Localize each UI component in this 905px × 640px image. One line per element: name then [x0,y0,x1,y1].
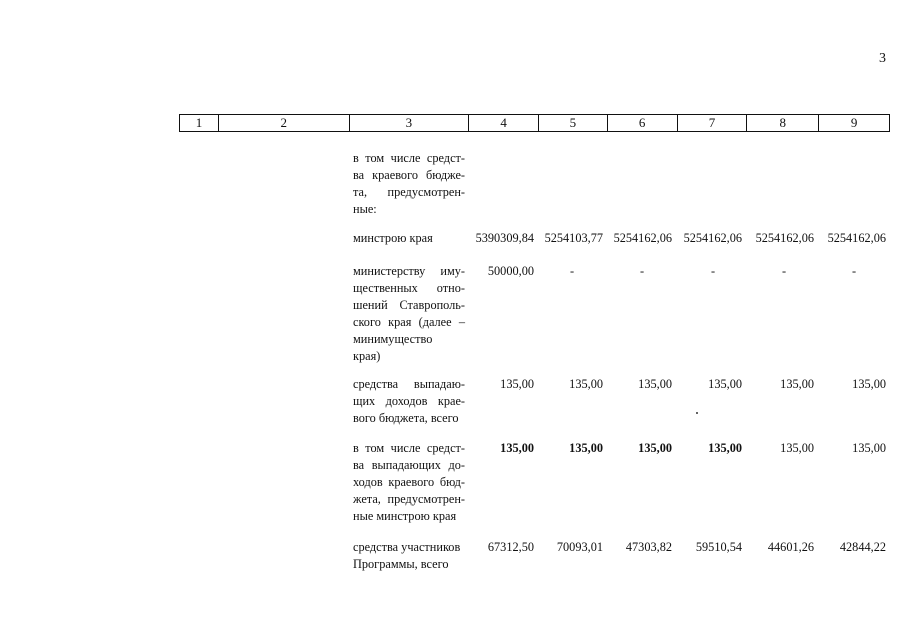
row-description-line: минимущество [353,332,433,346]
table-cell: 5254162,06 [755,231,814,245]
table-cell: 50000,00 [487,264,534,278]
row-description-line: ва краевого бюдже- [353,168,465,182]
page-number: 3 [879,51,886,66]
table-cell: 135,00 [780,377,814,391]
table-cell: 135,00 [708,377,742,391]
row-description-line: Программы, всего [353,557,449,571]
table-cell: - [711,264,716,278]
table-cell: 135,00 [638,377,672,391]
row-description-line: жета, предусмотрен- [353,492,465,506]
row-description-line: вого бюджета, всего [353,411,459,425]
header-col-6: 6 [608,115,678,131]
table-cell: 42844,22 [839,540,886,554]
stray-dot [696,412,698,414]
row-description-line: в том числе средст- [353,441,465,455]
table-cell: 135,00 [780,441,814,455]
table-cell: - [570,264,575,278]
header-col-4: 4 [469,115,539,131]
table-cell: 44601,26 [767,540,814,554]
table-cell: - [640,264,645,278]
table-cell: 67312,50 [487,540,534,554]
row-description-line: средства участников [353,540,461,554]
table-cell: 5254162,06 [613,231,672,245]
table-cell: 47303,82 [625,540,672,554]
header-col-9: 9 [850,115,858,130]
table-header-row [179,114,890,132]
table-cell: 135,00 [638,441,672,455]
row-description-line: средства выпадаю- [353,377,465,391]
row-description-line: министерству иму- [353,264,465,278]
row-description-line: края) [353,349,381,363]
row-description [353,150,465,218]
table-cell: 5254162,06 [827,231,886,245]
table-cell: 135,00 [708,441,742,455]
header-col-7: 7 [678,115,748,131]
table-cell: 135,00 [569,441,603,455]
header-col-5: 5 [539,115,608,131]
table-cell: 135,00 [569,377,603,391]
row-description [353,263,465,365]
row-description-line: в том числе средст- [353,151,465,165]
row-description [353,440,465,525]
row-description-line: щественных отно- [353,281,465,295]
row-description-line: ные минстрою края [353,509,457,523]
header-col-8: 8 [747,115,819,131]
header-col-3: 3 [350,115,470,131]
row-description-line: ные: [353,202,377,216]
table-cell: 135,00 [852,377,886,391]
row-description [353,230,465,247]
row-description-line: щих доходов крае- [353,394,465,408]
table-cell: 5254162,06 [683,231,742,245]
table-cell: 135,00 [500,441,534,455]
row-description-line: ходов краевого бюд- [353,475,465,489]
row-description [353,539,465,573]
table-cell: 5390309,84 [475,231,534,245]
table-cell: 135,00 [852,441,886,455]
table-cell: 59510,54 [695,540,742,554]
table-cell: 70093,01 [556,540,603,554]
row-description-line: та, предусмотрен- [353,185,465,199]
table-cell: 5254103,77 [544,231,603,245]
header-col-2: 2 [219,115,350,131]
table-cell: 135,00 [500,377,534,391]
row-description-line: ского края (далее – [353,315,465,329]
header-col-1: 1 [180,115,219,131]
row-description-line: шений Ставрополь- [353,298,465,312]
row-description [353,376,465,427]
table-cell: - [852,264,857,278]
row-description-line: минстрою края [353,231,433,245]
table-cell: - [782,264,787,278]
row-description-line: ва выпадающих до- [353,458,465,472]
